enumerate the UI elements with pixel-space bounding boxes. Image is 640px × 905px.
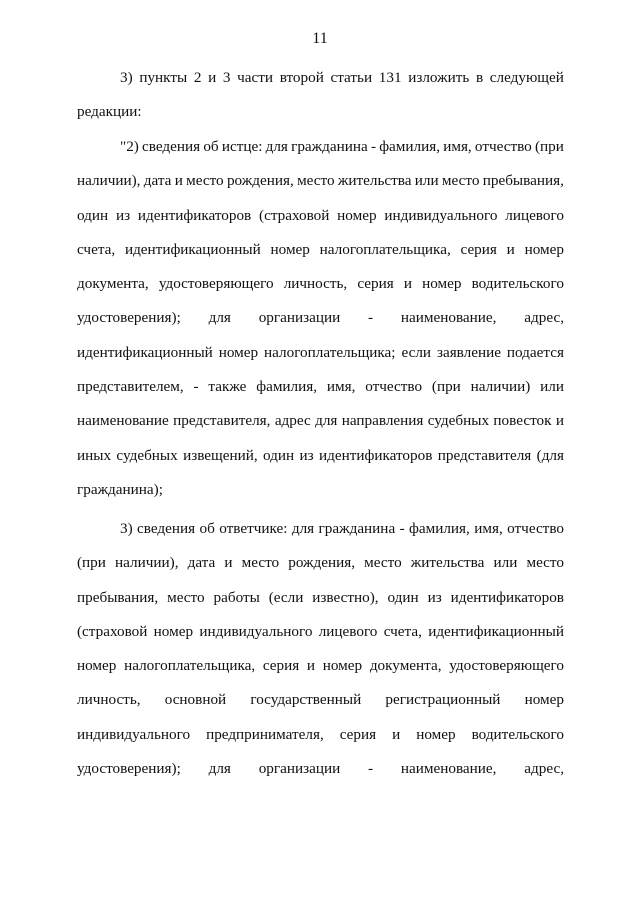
word: личность, — [283, 275, 348, 293]
word: имя, — [443, 138, 472, 155]
word: (при — [77, 554, 106, 572]
word: об — [199, 520, 215, 537]
word: документа, — [77, 275, 149, 293]
word: заявление — [436, 343, 501, 361]
word: (для — [536, 446, 564, 464]
word: второй — [279, 69, 324, 86]
word: в — [475, 69, 484, 86]
word: - — [193, 378, 199, 396]
word: для — [315, 412, 338, 430]
word: идентификационный — [124, 240, 261, 258]
word: - — [368, 760, 374, 778]
word: пребывания, — [482, 172, 564, 190]
word: фамилия, — [409, 520, 470, 537]
word: для — [291, 520, 315, 537]
word: удостоверения); — [77, 760, 181, 778]
text-line — [77, 301, 564, 335]
word: - — [368, 309, 374, 327]
text-line — [77, 683, 564, 717]
word: организации — [258, 309, 341, 327]
word: имя, — [474, 520, 503, 537]
word: отчество — [507, 520, 564, 537]
word: имя, — [326, 378, 356, 396]
word: водительского — [471, 275, 564, 293]
word: счета, — [383, 622, 422, 640]
word: и — [392, 725, 401, 743]
word: отчество — [365, 378, 423, 396]
word: номер — [218, 343, 259, 361]
word: дата — [143, 172, 172, 190]
word: номер — [416, 725, 456, 743]
word: организации — [258, 760, 341, 778]
word: наименование — [77, 412, 169, 430]
word: отчество — [474, 138, 532, 155]
word: "2) — [120, 138, 139, 155]
word: номер — [153, 622, 194, 640]
word: наличии) — [470, 378, 531, 396]
word: личность, — [77, 691, 141, 709]
word: налогоплательщика; — [264, 343, 396, 361]
word: удостоверяющего — [449, 657, 564, 675]
text-line — [77, 61, 564, 95]
word: место — [297, 172, 335, 190]
text-line — [77, 267, 564, 301]
word: индивидуального — [77, 725, 191, 743]
word: номер — [524, 240, 564, 258]
word: идентификационный — [77, 343, 213, 361]
word: фамилия, — [256, 378, 318, 396]
word: фамилия, — [379, 138, 441, 155]
text-line — [77, 233, 564, 267]
word: из — [299, 446, 314, 464]
word: для — [208, 760, 231, 778]
paragraph-defendant-info — [77, 512, 564, 786]
word: номер — [270, 240, 310, 258]
word: судебных — [427, 412, 490, 430]
text-line — [77, 546, 564, 580]
word: место — [441, 172, 480, 190]
word: изложить — [408, 69, 470, 86]
word: - — [370, 138, 377, 155]
word: и — [506, 240, 515, 258]
word: номер — [322, 657, 363, 675]
word: серия — [460, 240, 497, 258]
word: документа, — [369, 657, 442, 675]
text-line — [77, 199, 564, 233]
word: также — [208, 378, 247, 396]
word: счета, — [77, 240, 116, 258]
word: наименование, — [400, 760, 497, 778]
word: адрес, — [524, 309, 564, 327]
word: регистрационный — [385, 691, 501, 709]
word: представителем, — [77, 378, 184, 396]
word: для — [208, 309, 231, 327]
word: место — [241, 554, 280, 572]
word: и — [306, 657, 316, 675]
word: пребывания, — [77, 588, 159, 606]
word: и — [224, 554, 233, 572]
word: истце: — [221, 138, 263, 155]
word: судебных — [116, 446, 178, 464]
word: 3) — [120, 69, 133, 86]
text-line — [77, 718, 564, 752]
word: лицевого — [318, 622, 378, 640]
text-line — [77, 336, 564, 370]
word: известно), — [312, 588, 379, 606]
text-line — [77, 370, 564, 404]
word: номер — [524, 691, 564, 709]
word: удостоверения); — [77, 309, 181, 327]
word: повесток — [493, 412, 552, 430]
word: жительства — [410, 554, 485, 572]
text-line — [77, 164, 564, 198]
word: место — [167, 588, 205, 606]
word: для — [265, 138, 288, 155]
word: и — [208, 69, 217, 86]
word: из — [427, 588, 442, 606]
word: иных — [77, 446, 112, 464]
text-line — [77, 473, 564, 507]
word: (страховой — [259, 206, 330, 224]
word: и — [555, 412, 564, 430]
word: (при — [534, 138, 564, 155]
word: серия — [339, 725, 377, 743]
word: сведения — [142, 138, 201, 155]
paragraph-amendment-intro — [77, 61, 564, 130]
word: место — [526, 554, 564, 572]
word: работы — [213, 588, 260, 606]
word: идентификационный — [428, 622, 564, 640]
word: рождения, — [288, 554, 356, 572]
word: редакции: — [77, 103, 142, 121]
word: или — [414, 172, 439, 190]
word: направления — [341, 412, 424, 430]
word: один — [77, 206, 109, 224]
word: ответчике: — [219, 520, 288, 537]
word: идентификаторов — [450, 588, 564, 606]
word: серия — [262, 657, 300, 675]
word: представителя — [437, 446, 532, 464]
word: место — [364, 554, 402, 572]
text-line — [77, 752, 564, 786]
word: (страховой — [77, 622, 148, 640]
word: рождения, — [226, 172, 294, 190]
word: жительства — [337, 172, 412, 190]
word: 3) — [120, 520, 133, 537]
text-line — [77, 512, 564, 546]
word: налогоплательщика, — [124, 657, 256, 675]
text-line — [77, 130, 564, 164]
word: дата — [187, 554, 216, 572]
word: если — [401, 343, 432, 361]
word: удостоверяющего — [158, 275, 274, 293]
word: идентификаторов — [319, 446, 433, 464]
text-line — [77, 581, 564, 615]
word: подается — [506, 343, 564, 361]
word: основной — [164, 691, 227, 709]
word: место — [186, 172, 224, 190]
word: гражданина); — [77, 480, 163, 498]
word: серия — [357, 275, 394, 293]
word: статьи — [330, 69, 373, 86]
word: (при — [431, 378, 461, 396]
word: предпринимателя, — [206, 725, 324, 743]
word: налогоплательщика, — [319, 240, 451, 258]
word: наличии), — [77, 172, 141, 190]
word: наименование, — [400, 309, 497, 327]
word: лицевого — [505, 206, 564, 224]
word: и — [174, 172, 183, 190]
word: адрес, — [524, 760, 564, 778]
word: сведения — [137, 520, 196, 537]
word: один — [387, 588, 419, 606]
word: адрес — [274, 412, 311, 430]
word: - — [399, 520, 405, 537]
page-number: 11 — [312, 30, 328, 47]
word: наличии), — [115, 554, 179, 572]
word: 2 — [193, 69, 202, 86]
word: извещений, — [183, 446, 258, 464]
text-line — [77, 615, 564, 649]
word: пункты — [139, 69, 188, 86]
word: идентификаторов — [137, 206, 252, 224]
word: номер — [337, 206, 377, 224]
word: гражданина — [318, 520, 396, 537]
text-line — [77, 649, 564, 683]
word: из — [115, 206, 131, 224]
word: 3 — [222, 69, 231, 86]
word: следующей — [489, 69, 564, 86]
text-line — [77, 439, 564, 473]
word: государственный — [250, 691, 362, 709]
word: или — [540, 378, 564, 396]
text-line — [77, 404, 564, 438]
word: части — [237, 69, 274, 86]
text-line — [77, 95, 564, 129]
word: или — [493, 554, 518, 572]
word: номер — [77, 657, 117, 675]
word: номер — [422, 275, 462, 293]
word: гражданина — [291, 138, 368, 155]
word: водительского — [471, 725, 564, 743]
word: один — [263, 446, 295, 464]
word: об — [203, 138, 219, 155]
word: (если — [268, 588, 304, 606]
word: представителя, — [173, 412, 271, 430]
word: и — [403, 275, 412, 293]
word: 131 — [378, 69, 402, 86]
word: индивидуального — [199, 622, 313, 640]
word: индивидуального — [384, 206, 498, 224]
paragraph-plaintiff-info — [77, 130, 564, 507]
